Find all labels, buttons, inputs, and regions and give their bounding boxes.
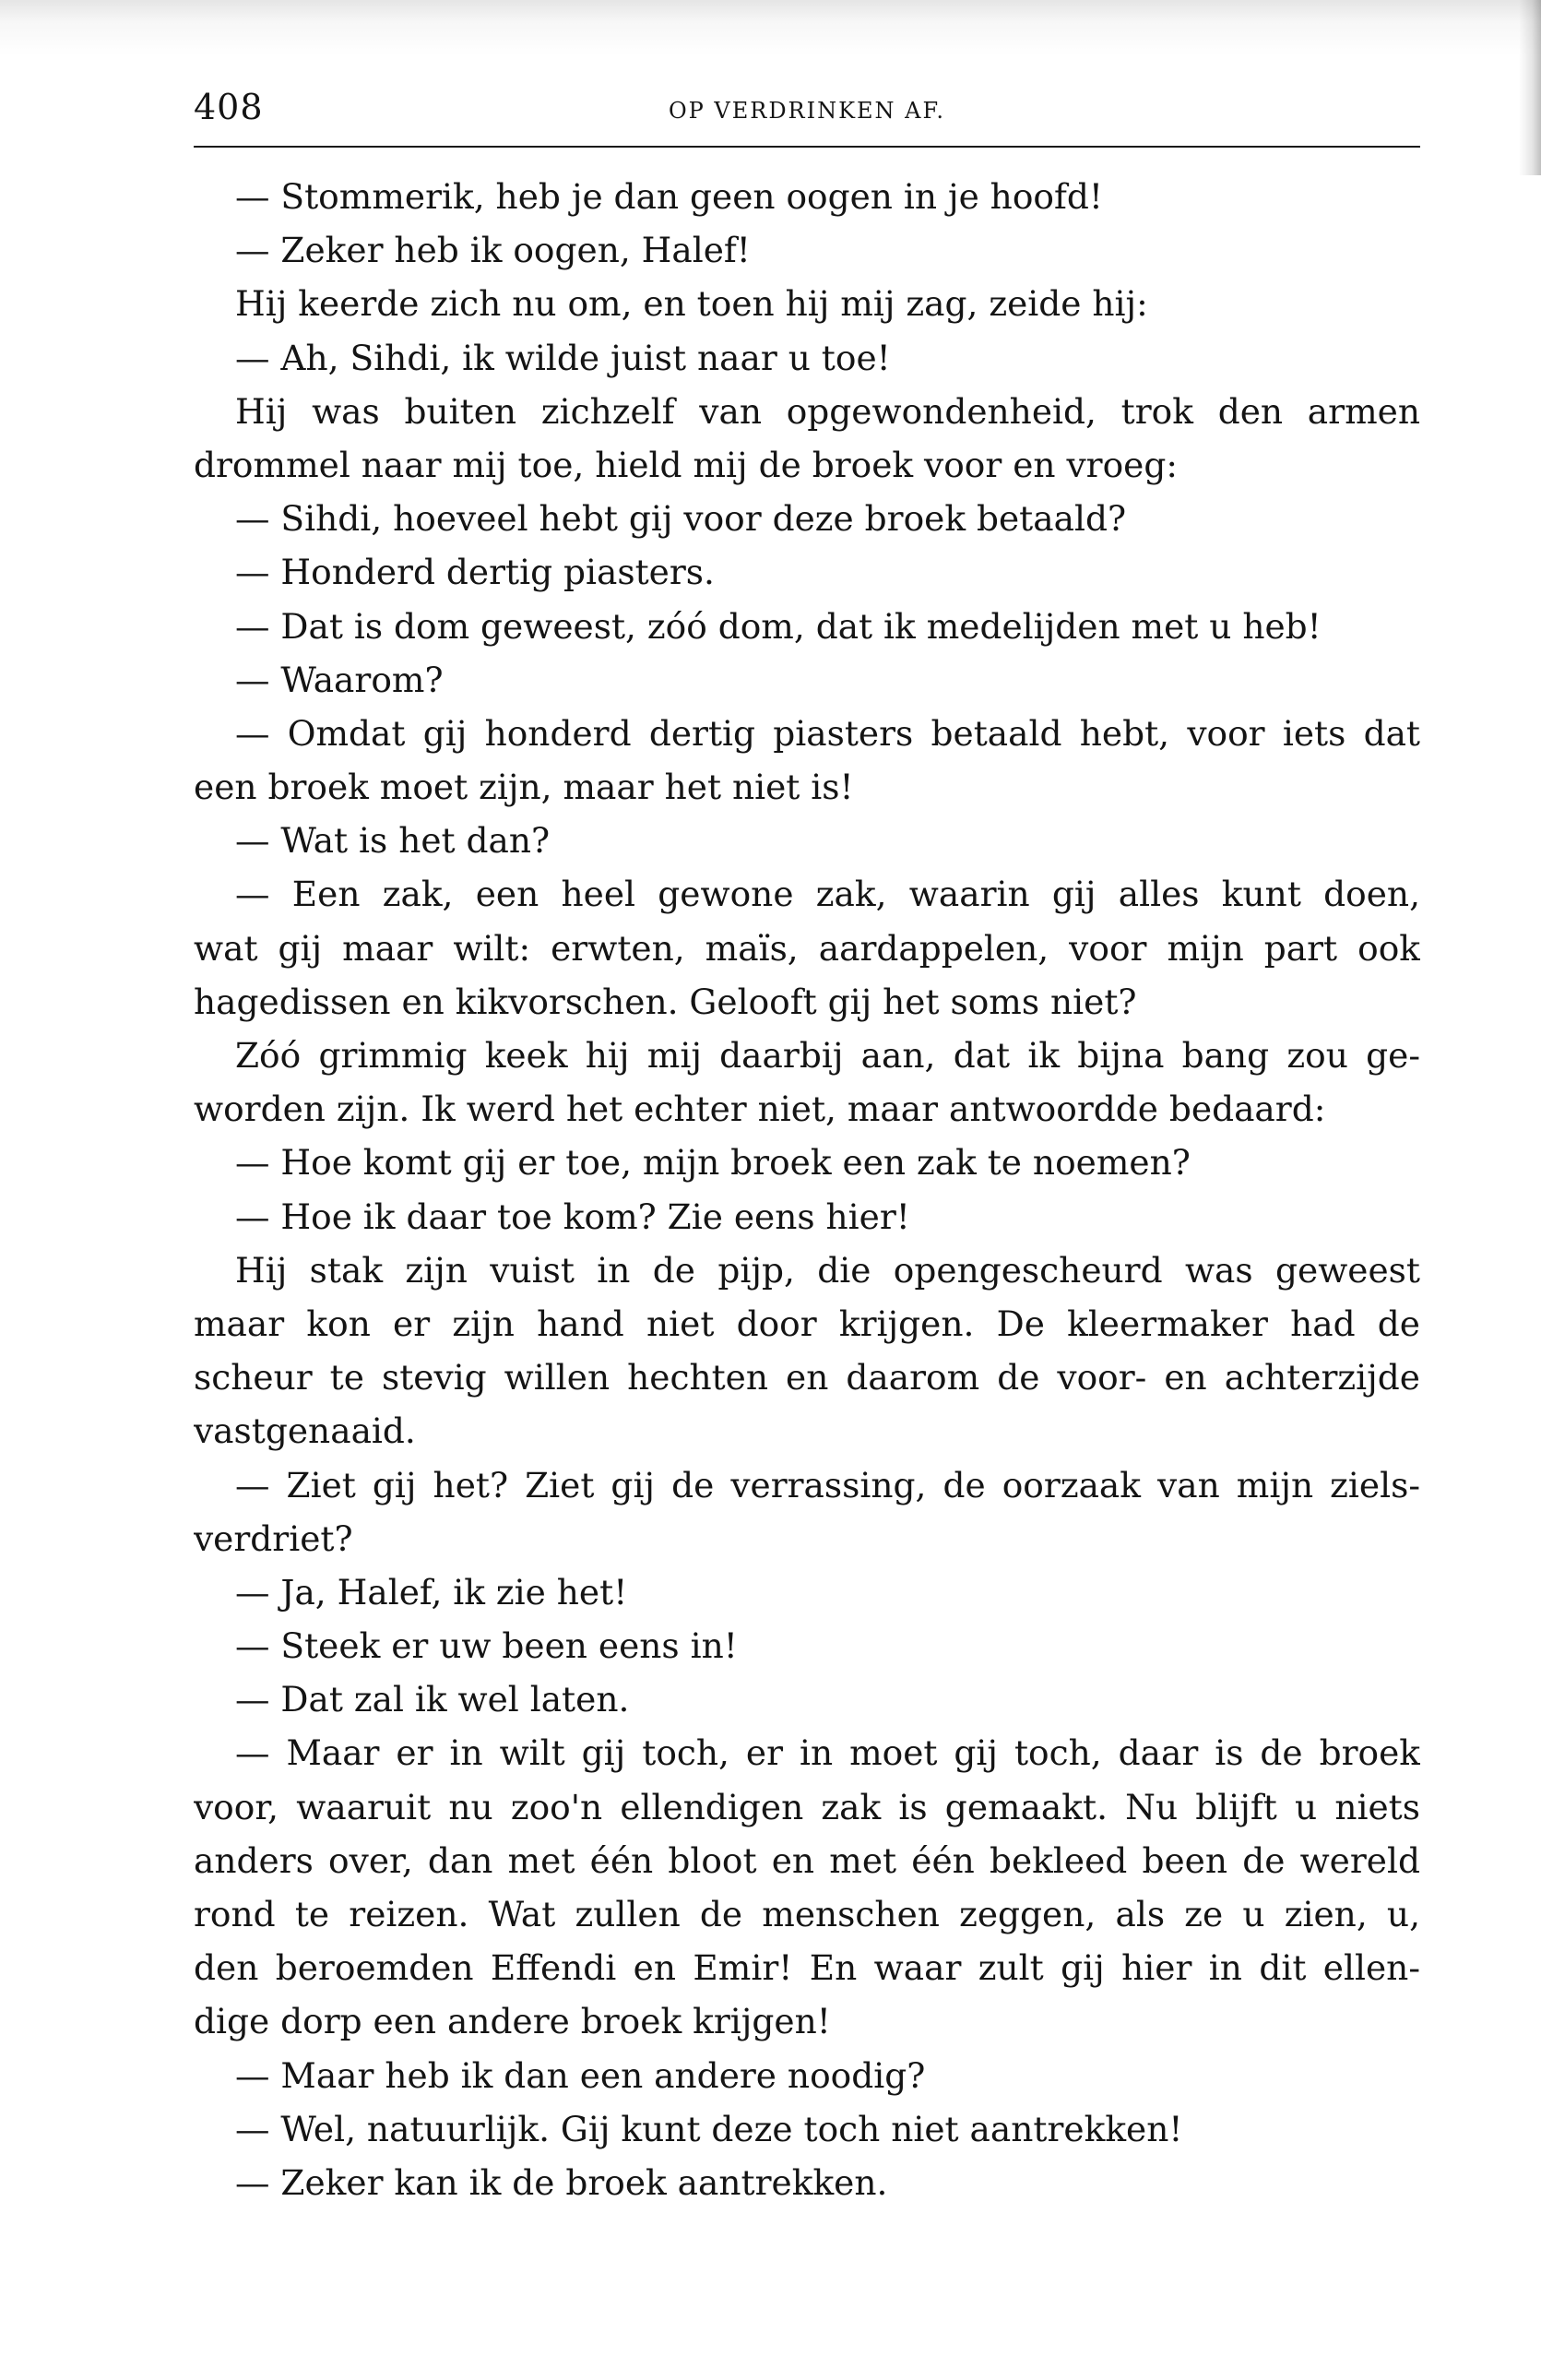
scan-edge-shading [0,0,1541,55]
text-line: rond te reizen. Wat zullen de menschen zeggen, als ze u zien, u, [194,1894,1420,1934]
text-line: — Dat is dom geweest, zóó dom, dat ik medelijden met u heb! [235,605,1322,647]
page-header [194,85,1420,149]
text-line: voor, waaruit nu zoo'n ellendigen zak is gemaakt. Nu blijft u niets [194,1786,1420,1827]
text-line: maar kon er zijn hand niet door krijgen. De kleermaker had de [194,1303,1420,1344]
text-line: — Een zak, een heel gewone zak, waarin gij alles kunt doen, [235,874,1420,915]
text-line: — Hoe ik daar toe kom? Zie eens hier! [235,1196,910,1237]
text-line: den beroemden Effendi en Emir! En waar zult gij hier in dit ellen- [194,1947,1420,1989]
running-title: OP VERDRINKEN AF. [668,98,946,124]
text-line: verdriet? [194,1517,353,1559]
text-line: — Steek er uw been eens in! [235,1625,738,1667]
text-line: anders over, dan met één bloot en met één bekleed been de wereld [194,1839,1420,1881]
text-line: — Wat is het dan? [235,820,551,862]
text-line: — Sihdi, hoeveel hebt gij voor deze broek betaald? [235,498,1127,540]
text-line: worden zijn. Ik werd het echter niet, maar antwoordde bedaard: [194,1089,1326,1130]
text-line: wat gij maar wilt: erwten, maïs, aardappelen, voor mijn part ook [194,927,1420,969]
page-edge-shading [1519,0,1541,175]
text-line: — Stommerik, heb je dan geen oogen in je hoofd! [235,176,1103,217]
text-line: — Hoe komt gij er toe, mijn broek een zak te noemen? [235,1142,1191,1184]
text-line: — Dat zal ik wel laten. [235,1679,630,1720]
text-line: hagedissen en kikvorschen. Gelooft gij het soms niet? [194,981,1137,1022]
text-line: — Maar er in wilt gij toch, er in moet gij toch, daar is de broek [235,1732,1420,1774]
text-line: — Wel, natuurlijk. Gij kunt deze toch niet aantrekken! [235,2108,1183,2149]
body-text [194,170,1420,2209]
text-line: scheur te stevig willen hechten en daarom de voor- en achterzijde [194,1357,1420,1398]
text-line: — Zeker kan ik de broek aantrekken. [235,2161,888,2203]
text-line: — Ziet gij het? Ziet gij de verrassing, de oorzaak van mijn ziels- [235,1464,1420,1505]
text-line: Zóó grimmig keek hij mij daarbij aan, dat ik bijna bang zou ge- [235,1035,1420,1076]
text-line: een broek moet zijn, maar het niet is! [194,767,854,808]
text-line: — Ah, Sihdi, ik wilde juist naar u toe! [235,337,891,378]
text-line: — Zeker heb ik oogen, Halef! [235,230,751,271]
text-line: — Omdat gij honderd dertig piasters betaald hebt, voor iets dat [235,712,1420,754]
header-rule [194,146,1420,148]
text-line: — Waarom? [235,659,444,700]
text-line: vastgenaaid. [194,1410,416,1452]
text-line: Hij stak zijn vuist in de pijp, die opengescheurd was geweest [235,1249,1420,1291]
page-number: 408 [194,87,264,127]
text-line: dige dorp een andere broek krijgen! [194,2001,831,2042]
text-line: — Ja, Halef, ik zie het! [235,1571,628,1612]
text-line: — Honderd dertig piasters. [235,552,715,593]
text-line: drommel naar mij toe, hield mij de broek voor en vroeg: [194,444,1179,485]
text-line: Hij was buiten zichzelf van opgewondenheid, trok den armen [235,390,1420,432]
text-line: — Maar heb ik dan een andere noodig? [235,2054,926,2096]
text-line: Hij keerde zich nu om, en toen hij mij zag, zeide hij: [235,283,1148,325]
